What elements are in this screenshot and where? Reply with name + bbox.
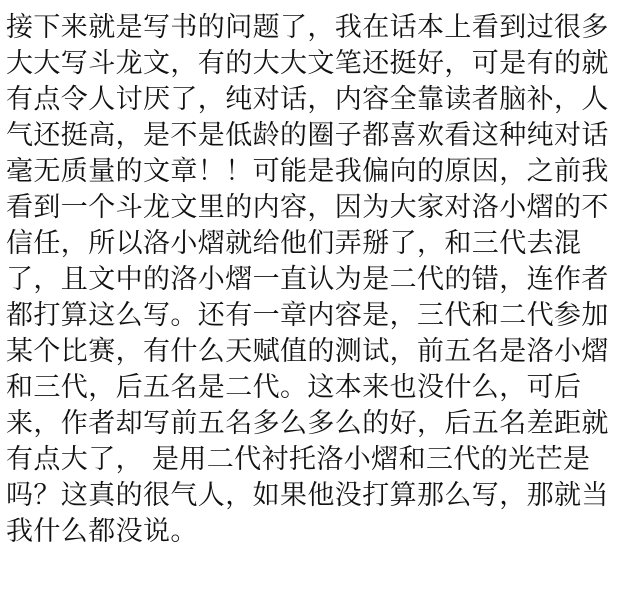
text-line-14: 吗？这真的很气人，如果他没打算那么写，那就当 bbox=[6, 480, 609, 511]
text-line-2: 大大写斗龙文，有的大大文笔还挺好，可是有的就 bbox=[6, 48, 609, 79]
text-line-8: 了，且文中的洛小熠一直认为是二代的错，连作者 bbox=[6, 264, 609, 295]
text-line-3: 有点令人讨厌了，纯对话，内容全靠读者脑补，人 bbox=[6, 84, 609, 115]
text-line-7: 信任，所以洛小熠就给他们弄掰了，和三代去混 bbox=[6, 228, 582, 259]
text-line-15: 我什么都没说。 bbox=[6, 516, 198, 547]
text-line-1: 接下来就是写书的问题了，我在话本上看到过很多 bbox=[6, 12, 609, 43]
post-text-block bbox=[6, 10, 634, 550]
text-line-6: 看到一个斗龙文里的内容，因为大家对洛小熠的不 bbox=[6, 192, 609, 223]
text-line-10: 某个比赛，有什么天赋值的测试，前五名是洛小熠 bbox=[6, 336, 609, 367]
text-line-12: 来，作者却写前五名多么多么的好，后五名差距就 bbox=[6, 408, 609, 439]
text-line-13: 有点大了， 是用二代衬托洛小熠和三代的光芒是 bbox=[6, 444, 591, 475]
text-line-11: 和三代，后五名是二代。这本来也没什么，可后 bbox=[6, 372, 582, 403]
text-line-9: 都打算这么写。还有一章内容是，三代和二代参加 bbox=[6, 300, 609, 331]
text-line-5: 毫无质量的文章！！可能是我偏向的原因，之前我 bbox=[6, 156, 609, 187]
text-line-4: 气还挺高，是不是低龄的圈子都喜欢看这种纯对话 bbox=[6, 120, 609, 151]
